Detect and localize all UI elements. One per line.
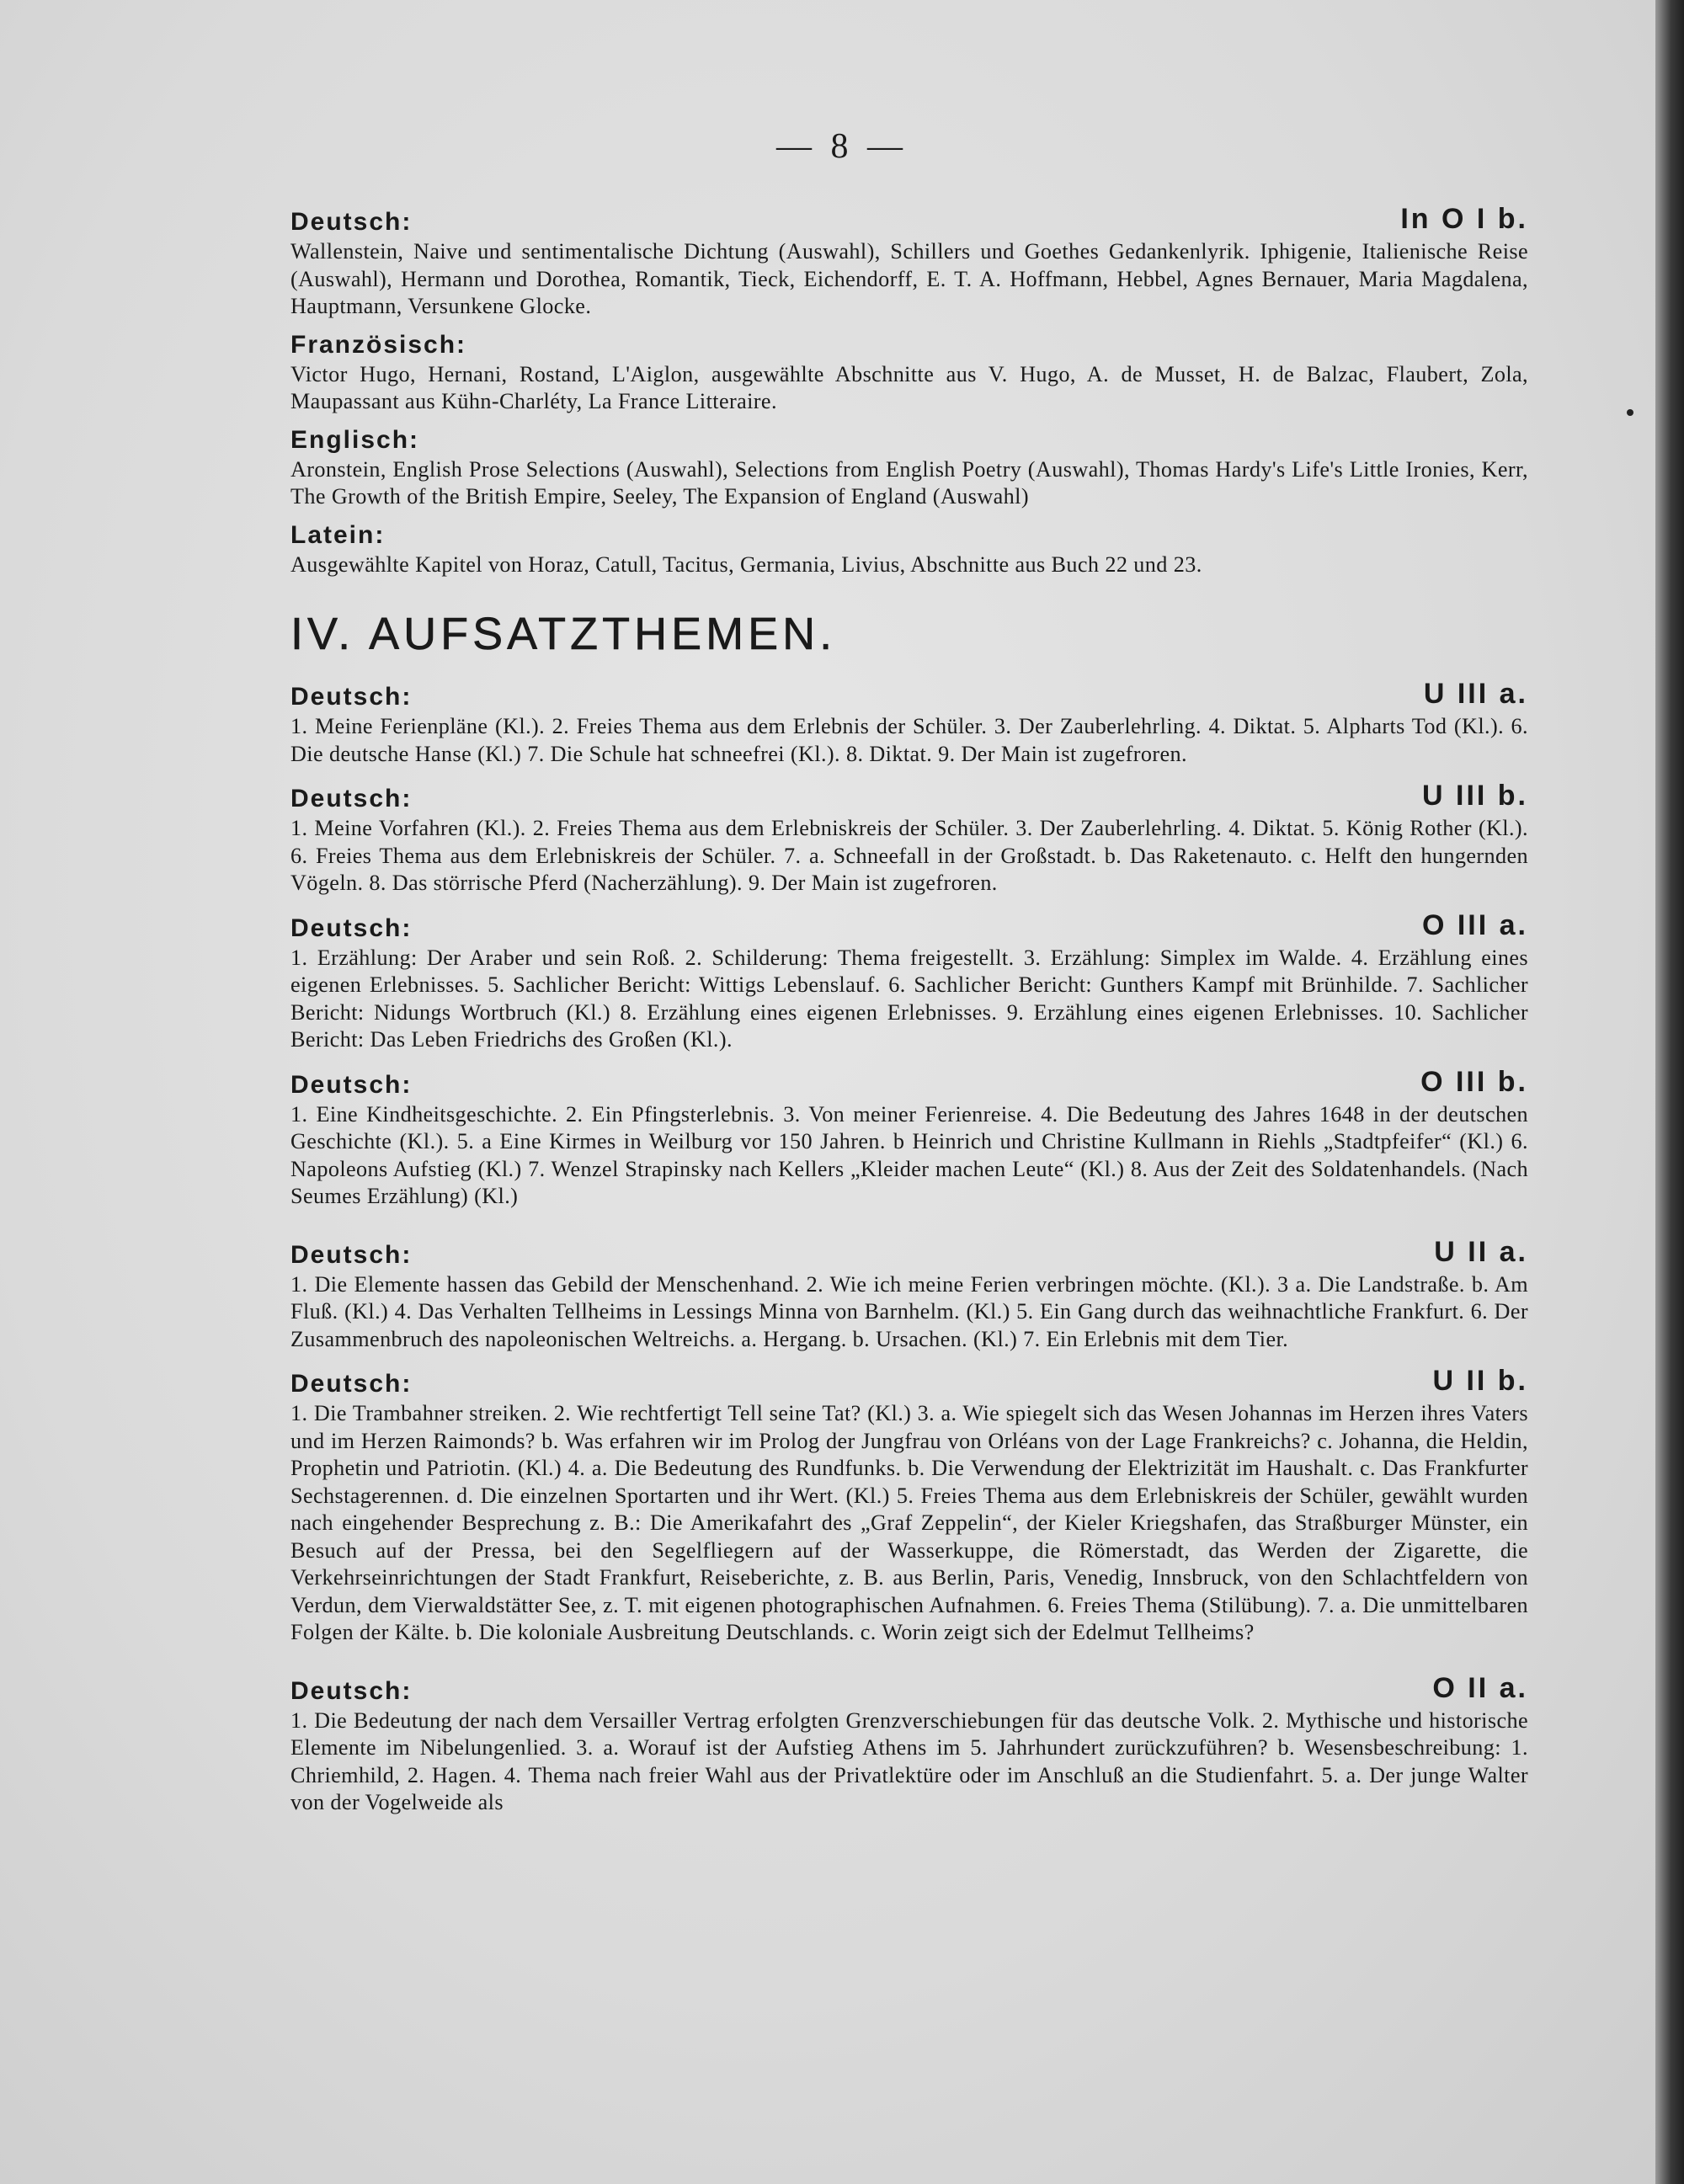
section-text: Victor Hugo, Hernani, Rostand, L'Aiglon, ausgewählte Abschnitte aus V. Hugo, A. de Musset, H. de Balzac, Flaubert, Zola, Maupassant aus Kühn-Charléty, La France Litteraire.	[290, 361, 1528, 413]
class-label: U III b.	[1422, 780, 1528, 812]
section-text: Ausgewählte Kapitel von Horaz, Catull, Tacitus, Germania, Livius, Abschnitte aus Buch 22 und 23.	[290, 551, 1202, 577]
class-label: O III a.	[1421, 908, 1528, 941]
section-text: 1. Meine Vorfahren (Kl.). 2. Freies Thema aus dem Erlebniskreis der Schüler. 3. Der Zauberlehrling. 4. Diktat. 5. König Rother (Kl.). 6. Freies Thema aus dem Erlebniskreis der Schüler. 7. a. Schneefall in der Großstadt. b. Das Raketenauto. c. Helft den hungernden Vögeln. 8. Das störrische Pferd (Nacherzählung). 9. Der Main ist zugefroren.	[290, 816, 1528, 895]
section-essay-o3a	[290, 908, 1528, 1054]
scan-edge	[1655, 0, 1684, 2184]
section-text: 1. Meine Ferienpläne (Kl.). 2. Freies Thema aus dem Erlebnis der Schüler. 3. Der Zauberlehrling. 4. Diktat. 5. Alpharts Tod (Kl.). 6. Die deutsche Hanse (Kl.) 7. Die Schule hat schneefrei (Kl.). 8. Diktat. 9. Der Main ist zugefroren.	[290, 714, 1528, 766]
section-franzoesisch	[290, 329, 1528, 416]
subject-heading: Französisch:	[290, 330, 467, 359]
section-text: Wallenstein, Naive und sentimentalische Dichtung (Auswahl), Schillers und Goethes Gedankenlyrik. Iphigenie, Italienische Reise (Auswahl), Hermann und Dorothea, Romantik, Tieck, Eichendorff, E. T. A. Hoffmann, Hebbel, Agnes Bernauer, Maria Magdalena, Hauptmann, Versunkene Glocke.	[290, 239, 1528, 318]
subject-heading: Deutsch:	[290, 1240, 413, 1269]
class-label: U II b.	[1432, 1365, 1528, 1397]
section-essay-u3a	[290, 678, 1528, 768]
section-essay-u2a	[290, 1235, 1528, 1354]
section-text: 1. Eine Kindheitsgeschichte. 2. Ein Pfingsterlebnis. 3. Von meiner Ferienreise. 4. Die Bedeutung des Jahres 1648 in der deutschen Geschichte (Kl.). 5. a Eine Kirmes in Weilburg vor 150 Jahren. b Heinrich und Christine Kullmann in Riehls „Stadtpfeifer“ (Kl.) 6. Napoleons Aufstieg (Kl.) 7. Wenzel Strapinsky nach Kellers „Kleider machen Leute“ (Kl.) 8. Aus der Zeit des Soldatenhandels. (Nach Seumes Erzählung) (Kl.)	[290, 1101, 1528, 1208]
section-text: 1. Erzählung: Der Araber und sein Roß. 2. Schilderung: Thema freigestellt. 3. Erzählung: Simplex im Walde. 4. Erzählung eines eigenen Erlebnisses. 5. Sachlicher Bericht: Wittigs Lebenslauf. 6. Sachlicher Bericht: Gunthers Kampf mit Brünhilde. 7. Sachlicher Bericht: Nidungs Wortbruch (Kl.) 8. Erzählung eines eigenen Erlebnisses. 9. Erzählung eines eigenen Erlebnisses. 10. Sachlicher Bericht: Das Leben Friedrichs des Großen (Kl.).	[290, 945, 1528, 1052]
scan-speck	[1627, 409, 1633, 416]
chapter-heading: IV. AUFSATZTHEMEN.	[290, 609, 837, 659]
subject-heading: Deutsch:	[290, 914, 413, 942]
section-text: 1. Die Trambahner streiken. 2. Wie rechtfertigt Tell seine Tat? (Kl.) 3. a. Wie spiegelt sich das Wesen Johannas im Herzen ihres Vaters und im Herzen Raimonds? b. Was erfahren wir im Prolog der Jungfrau von Orléans von der Lage Frankreichs? c. Johanna, die Heldin, Prophetin und Patriotin. (Kl.) 4. a. Die Bedeutung des Rundfunks. b. Die Verwendung der Elektrizität im Haushalt. c. Das Frankfurter Sechstagerennen. d. Die einzelnen Sportarten und ihr Wert. (Kl.) 5. Freies Thema aus dem Erlebniskreis der Schüler, gewählt wurden nach eingehender Besprechung z. B.: Die Amerikafahrt des „Graf Zeppelin“, der Kieler Kriegshafen, das Straßburger Münster, ein Besuch auf der Pressa, bei den Segelfliegern auf der Wasserkuppe, die Römerstadt, das Werden der Zigarette, die Verkehrseinrichtungen der Stadt Frankfurt, Reiseberichte, z. B. aus Berlin, Paris, Venedig, Innsbruck, von den Schlachtfeldern von Verdun, dem Vierwaldstätter See, z. T. mit eigenen photographischen Aufnahmen. 6. Freies Thema (Stilübung). 7. a. Die unmittelbaren Folgen der Kälte. b. Die koloniale Ausbreitung Deutschlands. c. Worin zeigt sich der Edelmut Tellheims?	[290, 1401, 1528, 1644]
subject-heading: Deutsch:	[290, 1070, 413, 1099]
page-content	[290, 203, 1528, 1825]
section-essay-o3b	[290, 1065, 1528, 1211]
section-deutsch-o1b	[290, 203, 1528, 321]
class-label: O III b.	[1420, 1065, 1528, 1098]
subject-heading: Deutsch:	[290, 208, 413, 236]
subject-heading: Deutsch:	[290, 785, 413, 812]
section-essay-o2a	[290, 1671, 1528, 1817]
subject-heading: Latein:	[290, 520, 386, 549]
section-latein	[290, 519, 1528, 579]
section-essay-u2b	[290, 1365, 1528, 1647]
class-label: In O I b.	[1400, 203, 1528, 235]
section-text: 1. Die Elemente hassen das Gebild der Menschenhand. 2. Wie ich meine Ferien verbringen möchte. (Kl.). 3 a. Die Landstraße. b. Am Fluß. (Kl.) 4. Das Verhalten Tellheims in Lessings Minna von Barnhelm. (Kl.) 5. Ein Gang durch das weihnachtliche Frankfurt. 6. Der Zusammenbruch des napoleonischen Weltreichs. a. Hergang. b. Ursachen. (Kl.) 7. Ein Erlebnis mit dem Tier.	[290, 1271, 1528, 1351]
class-label: U III a.	[1423, 678, 1528, 710]
page-number: — 8 —	[776, 127, 908, 166]
section-englisch	[290, 424, 1528, 511]
subject-heading: Deutsch:	[290, 683, 413, 711]
subject-heading: Englisch:	[290, 425, 420, 454]
section-text: Aronstein, English Prose Selections (Auswahl), Selections from English Poetry (Auswahl), Thomas Hardy's Life's Little Ironies, Kerr, The Growth of the British Empire, Seeley, The Expansion of England (Auswahl)	[290, 456, 1528, 509]
class-label: O II a.	[1432, 1671, 1528, 1704]
subject-heading: Deutsch:	[290, 1676, 413, 1705]
subject-heading: Deutsch:	[290, 1370, 413, 1398]
section-essay-u3b	[290, 780, 1528, 898]
section-text: 1. Die Bedeutung der nach dem Versailler Vertrag erfolgten Grenzverschiebungen für das deutsche Volk. 2. Mythische und historische Elemente im Nibelungenlied. 3. a. Worauf ist der Aufstieg Athens im 5. Jahrhundert zurückzuführen? b. Wesensbeschreibung: 1. Chriemhild, 2. Hagen. 4. Thema nach freier Wahl aus der Privatlektüre oder im Anschluß an die Studienfahrt. 5. a. Der junge Walter von der Vogelweide als	[290, 1707, 1528, 1814]
class-label: U II a.	[1434, 1235, 1528, 1268]
